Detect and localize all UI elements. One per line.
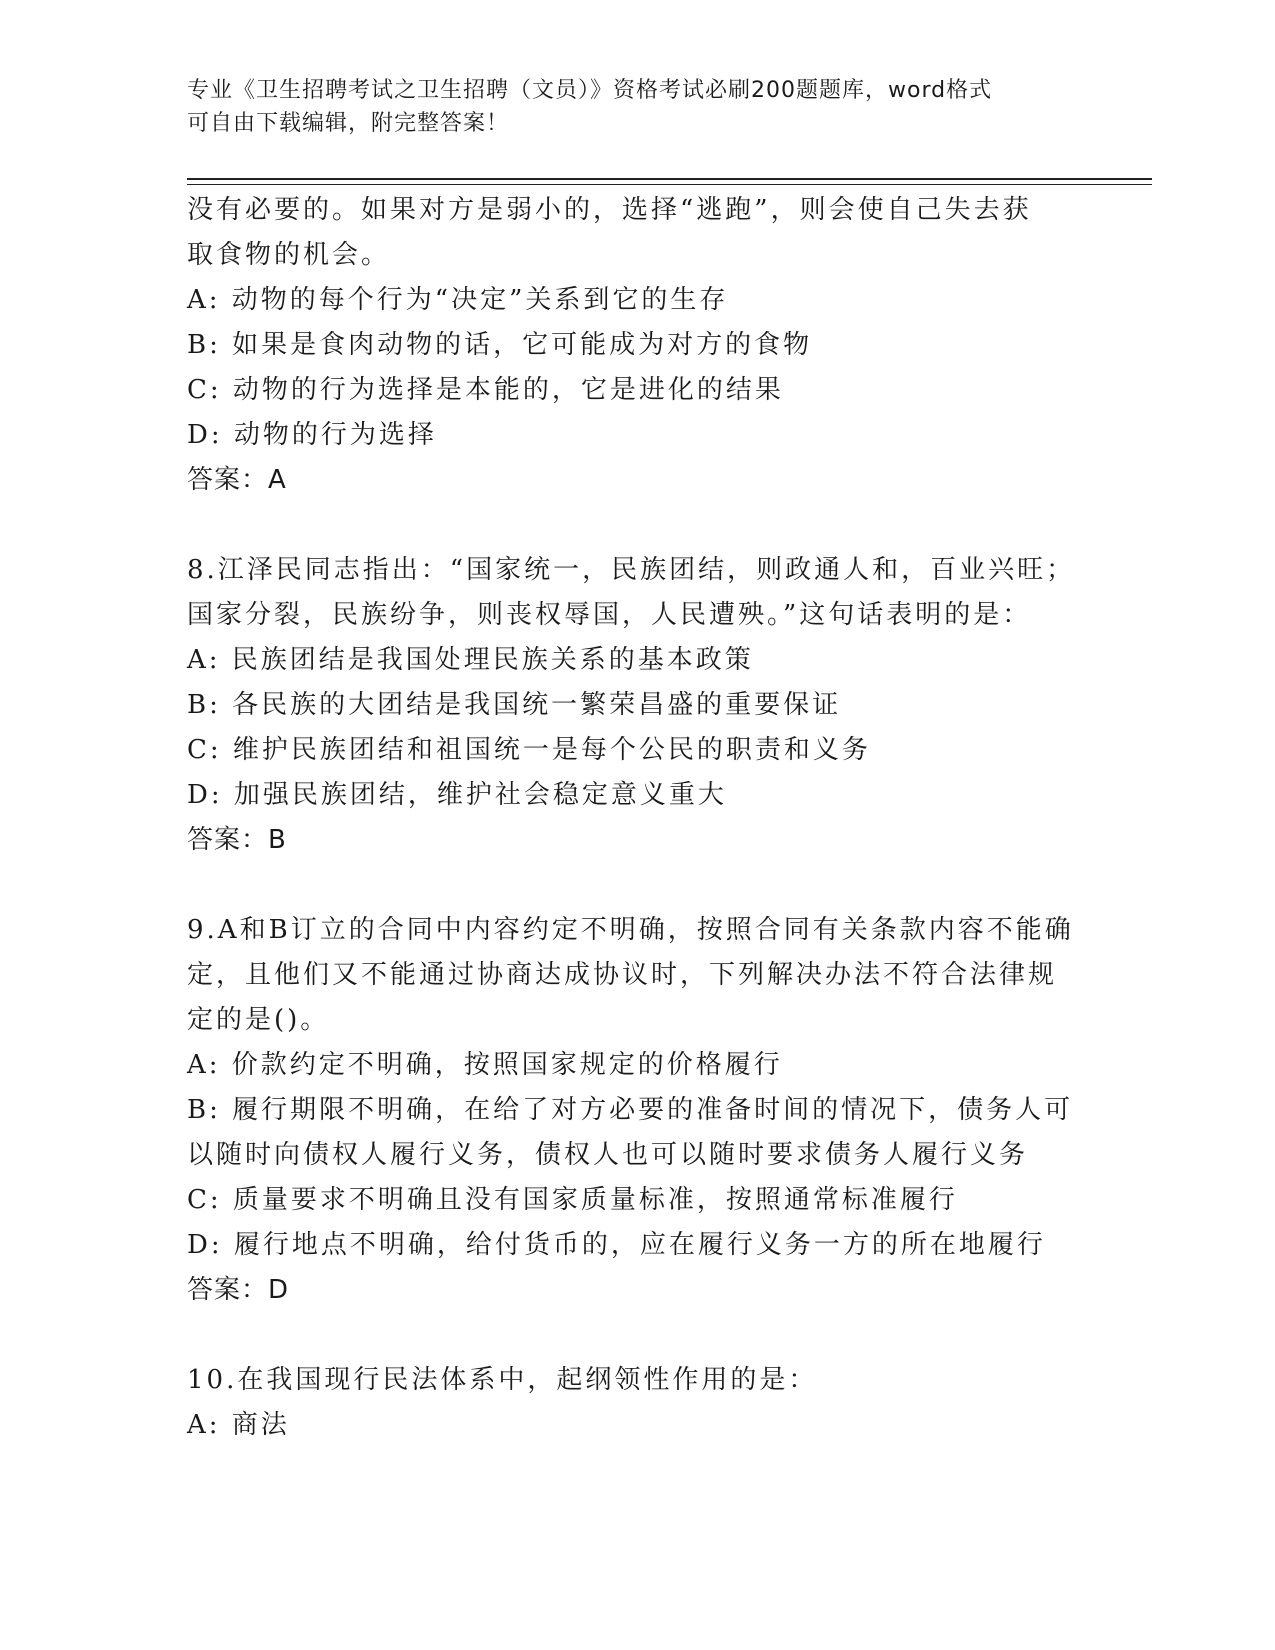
question-text-line: 8.江泽民同志指出：“国家统一，民族团结，则政通人和，百业兴旺； bbox=[187, 555, 1076, 585]
option-c: C: 动物的行为选择是本能的，它是进化的结果 bbox=[187, 375, 784, 405]
header-divider-thin bbox=[187, 184, 1152, 185]
option-d: D: 加强民族团结，维护社会稳定意义重大 bbox=[187, 780, 727, 810]
option-d: D: 履行地点不明确，给付货币的，应在履行义务一方的所在地履行 bbox=[187, 1230, 1046, 1260]
question-text-line: 取食物的机会。 bbox=[187, 240, 391, 270]
question-text-line: 国家分裂，民族纷争，则丧权辱国，人民遭殃。”这句话表明的是： bbox=[187, 600, 1032, 630]
answer: 答案：D bbox=[187, 1275, 290, 1305]
page-header bbox=[187, 74, 1067, 140]
question-text-line: 10.在我国现行民法体系中，起纲领性作用的是： bbox=[187, 1365, 818, 1395]
question-text-line: 定的是()。 bbox=[187, 1005, 330, 1035]
option-a: A: 动物的每个行为“决定”关系到它的生存 bbox=[187, 285, 729, 315]
question-9 bbox=[187, 908, 1087, 1313]
option-a: A: 商法 bbox=[187, 1410, 290, 1440]
option-b: B: 履行期限不明确，在给了对方必要的准备时间的情况下，债务人可 bbox=[187, 1095, 1074, 1125]
option-c: C: 维护民族团结和祖国统一是每个公民的职责和义务 bbox=[187, 735, 871, 765]
question-8 bbox=[187, 548, 1087, 863]
header-line-2: 可自由下载编辑，附完整答案！ bbox=[187, 111, 510, 136]
option-a: A: 民族团结是我国处理民族关系的基本政策 bbox=[187, 645, 754, 675]
question-text-line: 没有必要的。如果对方是弱小的，选择“逃跑”，则会使自己失去获 bbox=[187, 195, 1032, 225]
option-a: A: 价款约定不明确，按照国家规定的价格履行 bbox=[187, 1050, 783, 1080]
header-line-1: 专业《卫生招聘考试之卫生招聘（文员）》资格考试必刷200题题库，word格式 bbox=[187, 78, 993, 103]
question-list bbox=[187, 188, 1087, 1448]
question-10 bbox=[187, 1358, 1087, 1448]
option-b: B: 如果是食肉动物的话，它可能成为对方的食物 bbox=[187, 330, 813, 360]
question-7-continued bbox=[187, 188, 1087, 503]
header-divider-thick bbox=[187, 178, 1152, 180]
spacer bbox=[187, 503, 1087, 548]
question-text-line: 9.A和B订立的合同中内容约定不明确，按照合同有关条款内容不能确 bbox=[187, 915, 1074, 945]
question-text-line: 定，且他们又不能通过协商达成协议时，下列解决办法不符合法律规 bbox=[187, 960, 1058, 990]
option-d: D: 动物的行为选择 bbox=[187, 420, 437, 450]
option-b-continued: 以随时向债权人履行义务，债权人也可以随时要求债务人履行义务 bbox=[187, 1140, 1029, 1170]
option-b: B: 各民族的大团结是我国统一繁荣昌盛的重要保证 bbox=[187, 690, 842, 720]
answer: 答案：A bbox=[187, 465, 287, 495]
spacer bbox=[187, 863, 1087, 908]
answer: 答案：B bbox=[187, 825, 287, 855]
option-c: C: 质量要求不明确且没有国家质量标准，按照通常标准履行 bbox=[187, 1185, 958, 1215]
spacer bbox=[187, 1313, 1087, 1358]
